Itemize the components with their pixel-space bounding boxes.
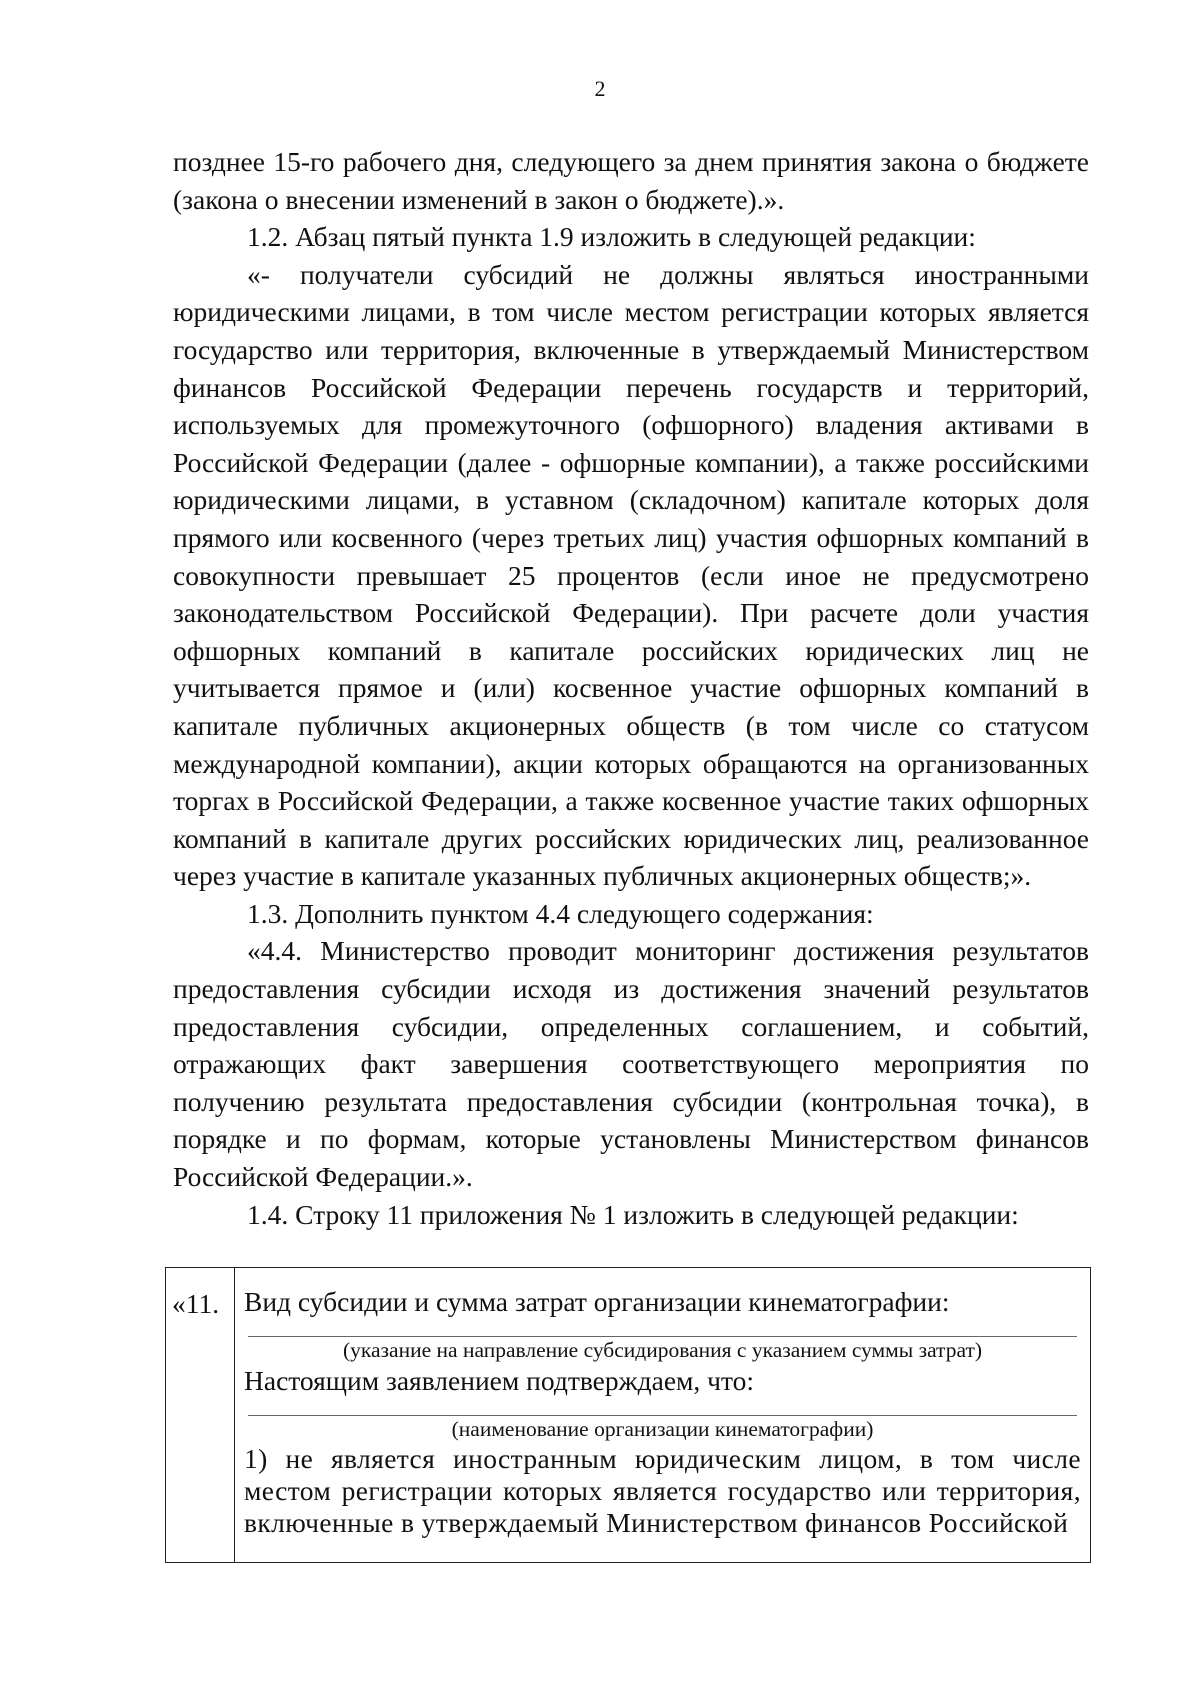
- page-number: 2: [594, 76, 606, 101]
- paragraph-continuation: позднее 15-го рабочего дня, следующего за днем принятия закона о бюджете (закона о внесении изменений в закон о бюджете).».: [173, 146, 1089, 215]
- caption-subsidy: (указание на направление субсидирования с указанием суммы затрат): [342, 1338, 983, 1362]
- paragraph-quoted-recipients: «- получатели субсидий не должны являться иностранными юридическими лицами, в том числе местом регистрации которых является государство или территория, включенные в утверждаемый Министерством финансов Российской Федерации перечень государств и территорий, используемых для промежуточного (офшорного) владения активами в Российской Федерации (далее - офшорные компании), а также российскими юридическими лицами, в уставном (складочном) капитале которых доля прямого или косвенного (через третьих лиц) участия офшорных компаний в совокупности превышает 25 процентов (если иное не предусмотрено законодательством Российской Федерации). При расчете доли участия офшорных компаний в капитале российских юридических лиц не учитывается прямое и (или) косвенное участие офшорных компаний в капитале публичных акционерных обществ (в том числе со статусом международной компании), акции которых обращаются на организованных торгах в Российской Федерации, а также косвенное участие таких офшорных компаний в капитале других российских юридических лиц, реализованное через участие в капитале указанных публичных акционерных обществ;».: [173, 258, 1089, 892]
- caption-organization: (наименование организации кинематографии): [451, 1417, 874, 1441]
- paragraph-quoted-4-4: «4.4. Министерство проводит мониторинг достижения результатов предоставления субсидии исходя из достижения значений результатов предоставления субсидии, определенных соглашением, и событий, отражающих факт завершения соответствующего мероприятия по получению результата предоставления субсидии (контрольная точка), в порядке и по формам, которые установлены Министерством финансов Российской Федерации.».: [173, 935, 1089, 1193]
- table-row: [166, 1268, 1091, 1563]
- paragraph-item-1-4: 1.4. Строку 11 приложения № 1 изложить в следующей редакции:: [247, 1198, 1019, 1230]
- row-content-cell: [235, 1268, 1091, 1563]
- subsidy-type-label: Вид субсидии и сумма затрат организации кинематографии:: [244, 1286, 950, 1317]
- row-number-cell: [166, 1268, 235, 1563]
- condition-1-text: 1) не является иностранным юридическим лицом, в том числе местом регистрации которых является государство или территория, включенные в утверждаемый Министерством финансов Российской: [244, 1443, 1081, 1538]
- paragraph-item-1-2: 1.2. Абзац пятый пункта 1.9 изложить в следующей редакции:: [247, 221, 976, 253]
- row-number: «11.: [172, 1288, 220, 1319]
- paragraph-item-1-3: 1.3. Дополнить пунктом 4.4 следующего содержания:: [247, 897, 874, 929]
- confirmation-label: Настоящим заявлением подтверждаем, что:: [244, 1365, 755, 1396]
- appendix-row-table: [165, 1267, 1091, 1563]
- document-body: [173, 143, 1089, 1233]
